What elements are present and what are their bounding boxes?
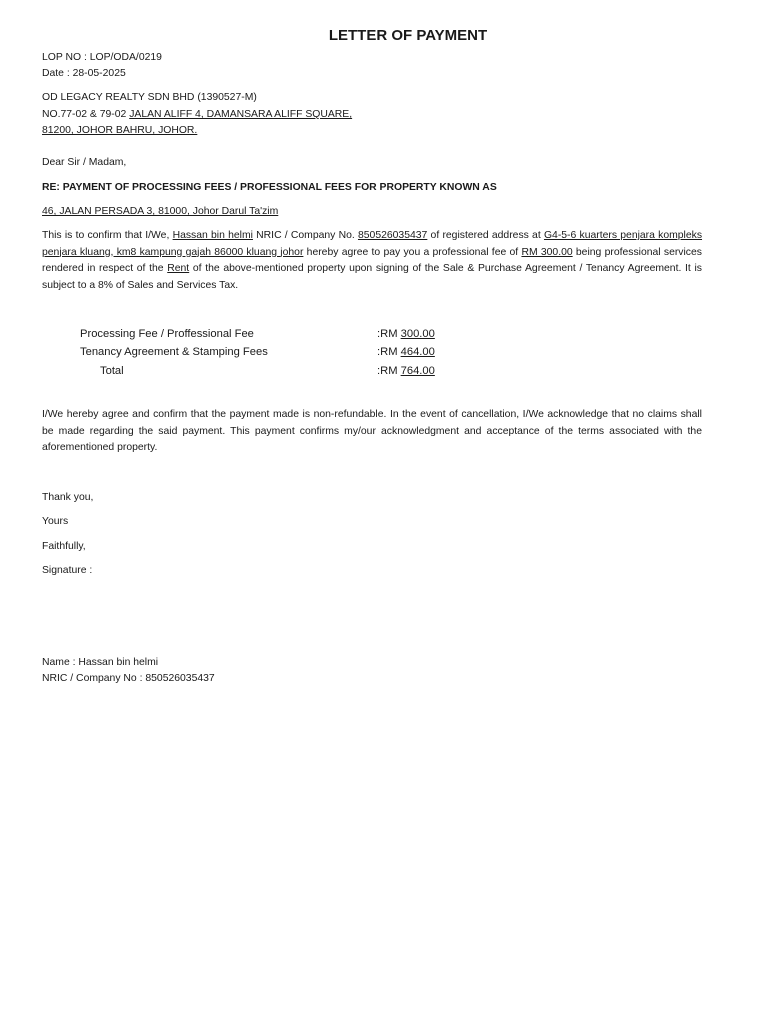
payer-name: Hassan bin helmi — [172, 230, 253, 241]
confirm-text-4: hereby agree to pay you a professional fee of — [303, 246, 522, 258]
lop-number: LOP NO : LOP/ODA/0219 — [42, 52, 162, 63]
confirm-text-3: of registered address at — [427, 230, 544, 241]
signer-name: Name : Hassan bin helmi — [42, 657, 159, 668]
fee-value: 464.00 — [400, 346, 435, 358]
payer-nric: 850526035437 — [357, 230, 428, 241]
fee-prefix: :RM — [377, 365, 401, 377]
confirm-text-2: NRIC / Company No. — [252, 230, 358, 241]
fee-prefix: :RM — [377, 328, 401, 340]
letter-date: Date : 28-05-2025 — [42, 68, 126, 79]
salutation: Dear Sir / Madam, — [42, 157, 127, 168]
fee-value: 300.00 — [400, 328, 435, 340]
recipient-company: OD LEGACY REALTY SDN BHD (1390527-M) — [42, 92, 257, 103]
fee-label-processing: Processing Fee / Proffessional Fee — [80, 328, 254, 340]
fee-amount-total — [377, 365, 435, 377]
professional-fee: RM 300.00 — [521, 246, 573, 258]
subject-line: RE: PAYMENT OF PROCESSING FEES / PROFESSIONAL FEES FOR PROPERTY KNOWN AS — [42, 182, 497, 193]
signature-label: Signature : — [42, 565, 93, 576]
address-street: JALAN ALIFF 4, DAMANSARA ALIFF SQUARE, — [129, 109, 353, 120]
recipient-address-line2: 81200, JOHOR BAHRU, JOHOR. — [42, 125, 198, 136]
property-address: 46, JALAN PERSADA 3, 81000, Johor Darul Ta'zim — [42, 206, 279, 217]
closing-yours: Yours — [42, 516, 69, 527]
recipient-address-line1 — [42, 108, 352, 122]
confirmation-paragraph — [42, 228, 702, 294]
fee-label-tenancy: Tenancy Agreement & Stamping Fees — [80, 346, 268, 358]
confirm-text-5: being professional services rendered in respect of the — [42, 246, 702, 274]
fee-amount-processing — [377, 328, 435, 340]
letter-title: LETTER OF PAYMENT — [328, 27, 488, 44]
transaction-type: Rent — [167, 263, 190, 274]
address-prefix: NO.77-02 & 79-02 — [42, 109, 130, 120]
signer-nric: NRIC / Company No : 850526035437 — [42, 673, 215, 684]
closing-thanks: Thank you, — [42, 492, 94, 503]
fee-label-total: Total — [100, 365, 124, 377]
confirm-text-6: of the above-mentioned property upon signing of the Sale & Purchase Agreement / Tenancy Agreement. It is subject to a 8% of Sales and Services Tax. — [42, 263, 702, 291]
payer-address: G4-5-6 kuarters penjara kompleks penjara kluang, km8 kampung gajah 86000 kluang johor — [42, 230, 703, 258]
fee-value: 764.00 — [400, 365, 435, 377]
fee-amount-tenancy — [377, 346, 435, 358]
closing-faithfully: Faithfully, — [42, 541, 86, 552]
confirm-text-1: This is to confirm that I/We, — [42, 230, 173, 241]
fee-prefix: :RM — [377, 346, 401, 358]
agreement-paragraph: I/We hereby agree and confirm that the payment made is non-refundable. In the event of cancellation, I/We acknowledge that no claims shall be made regarding the said payment. This payment confirms my/our acknowledgment and acceptance of the terms associated with the aforementioned property. — [42, 409, 702, 453]
